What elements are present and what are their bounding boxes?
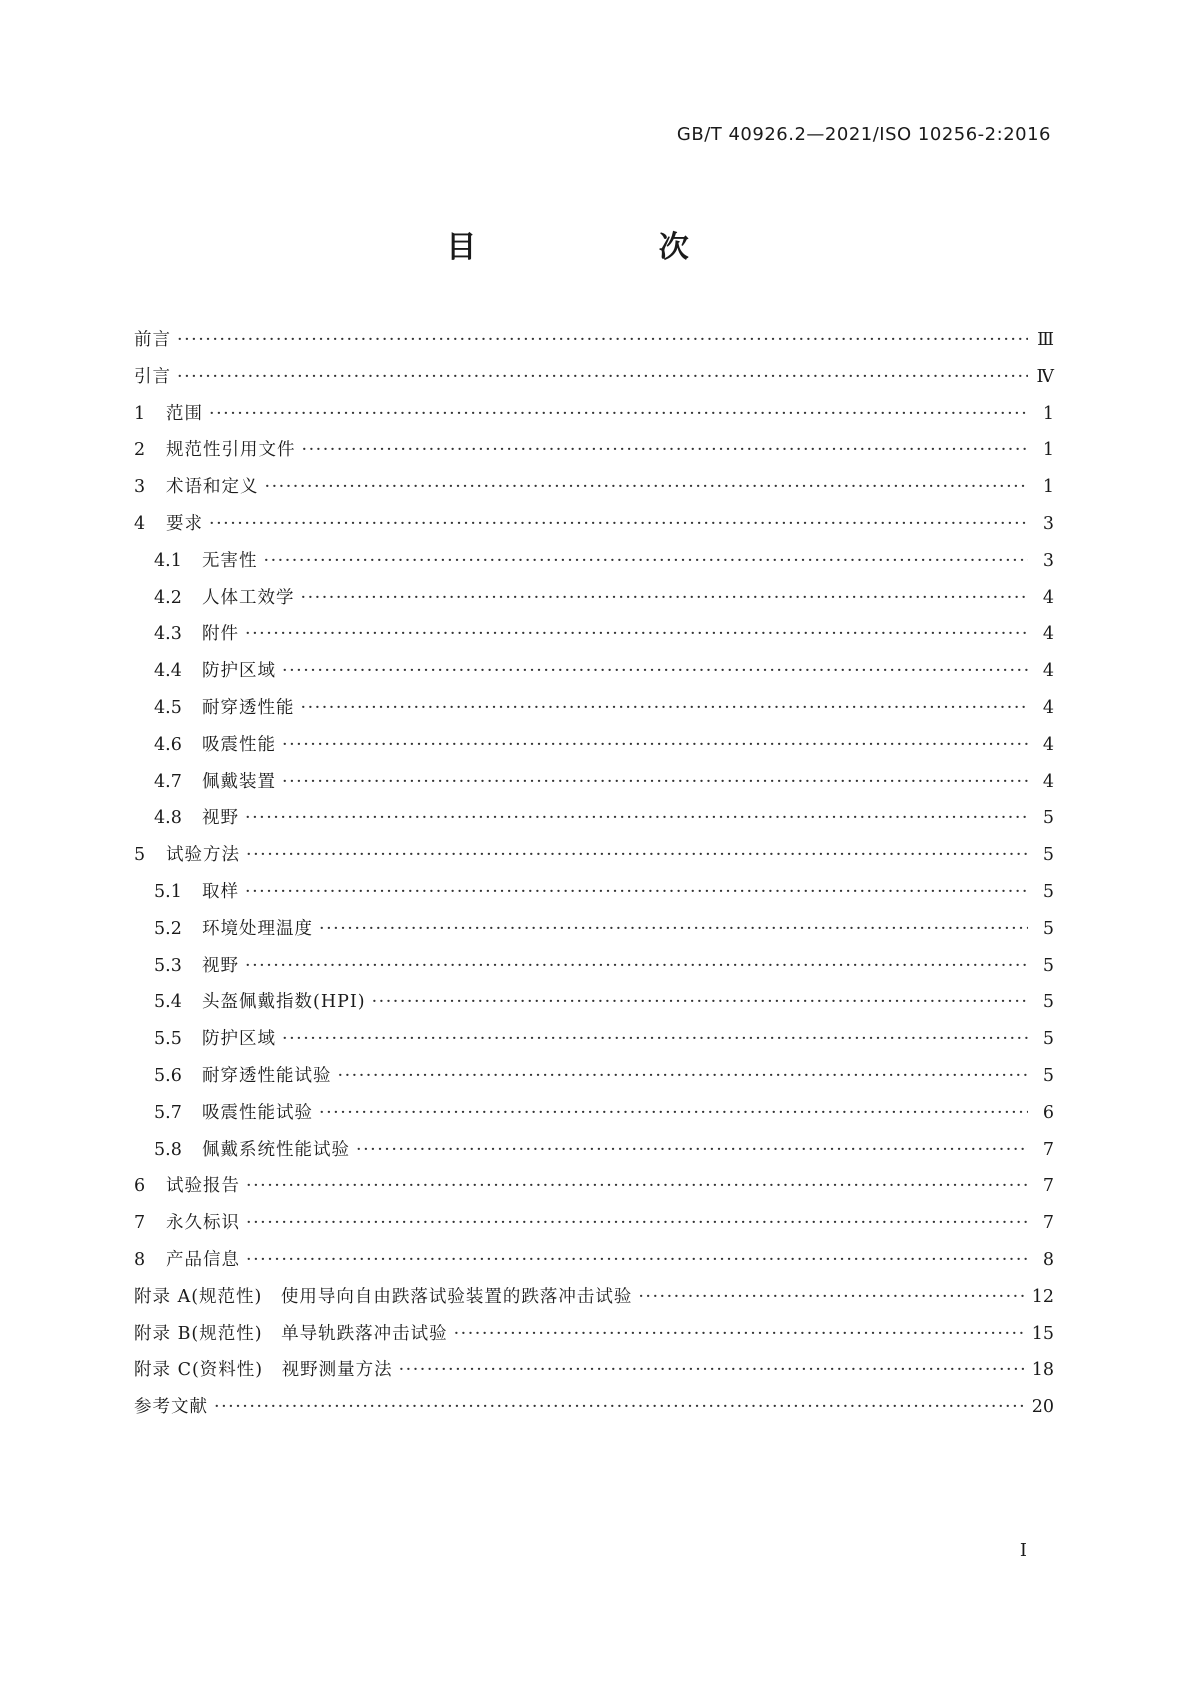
toc-entry-number: 7 <box>134 1213 146 1234</box>
page-title: 目 次 <box>446 230 745 265</box>
toc-dot-leader <box>282 1029 1028 1049</box>
toc-dot-leader <box>399 1360 1026 1380</box>
toc-entry[interactable] <box>134 841 1054 878</box>
toc-entry-label: 头盔佩戴指数(HPI) <box>202 992 366 1013</box>
toc-entry-page: 5 <box>1042 1065 1054 1086</box>
toc-entry-label: 要求 <box>166 513 203 534</box>
toc-entry-label: 佩戴装置 <box>202 771 276 792</box>
toc-entry-label: 视野 <box>202 808 239 829</box>
toc-entry-page: 5 <box>1042 992 1054 1013</box>
toc-entry-number: 5.5 <box>154 1029 182 1050</box>
toc-entry-number: 5.1 <box>154 881 182 902</box>
toc-entry-label: 吸震性能试验 <box>202 1102 313 1123</box>
toc-entry-label: 吸震性能 <box>202 734 276 755</box>
toc-entry[interactable] <box>134 915 1054 952</box>
toc-entry[interactable] <box>134 1172 1054 1209</box>
toc-entry-page: 5 <box>1042 1029 1054 1050</box>
toc-entry-label: 前言 <box>134 330 171 350</box>
toc-entry[interactable] <box>134 1136 1054 1173</box>
toc-entry-number: 4.1 <box>154 550 182 571</box>
toc-dot-leader <box>177 330 1028 350</box>
toc-entry-page: Ⅳ <box>1036 366 1054 387</box>
toc-dot-leader <box>319 1103 1028 1123</box>
toc-entry-page: 1 <box>1042 477 1054 498</box>
toc-entry[interactable] <box>134 473 1054 510</box>
toc-entry-page: 18 <box>1031 1360 1054 1381</box>
toc-entry-page: 6 <box>1042 1102 1054 1123</box>
toc-entry-label: 环境处理温度 <box>202 918 313 939</box>
toc-entry-label: 附录 A(规范性) 使用导向自由跌落试验装置的跌落冲击试验 <box>134 1286 633 1307</box>
toc-entry[interactable] <box>134 1025 1054 1062</box>
toc-entry-number: 1 <box>134 403 146 424</box>
toc-entry-page: 5 <box>1042 955 1054 976</box>
toc-dot-leader <box>319 919 1028 939</box>
toc-dot-leader <box>282 735 1028 755</box>
toc-dot-leader <box>356 1140 1028 1160</box>
toc-entry[interactable] <box>134 878 1054 915</box>
toc-entry-label: 取样 <box>202 881 239 902</box>
toc-entry-number: 5.4 <box>154 992 182 1013</box>
toc-entry[interactable] <box>134 804 1054 841</box>
toc-entry-page: 15 <box>1031 1323 1054 1344</box>
toc-entry-label: 永久标识 <box>166 1213 240 1234</box>
toc-dot-leader <box>209 404 1028 424</box>
toc-dot-leader <box>177 367 1028 387</box>
toc-dot-leader <box>246 1176 1028 1196</box>
toc-entry-page: 5 <box>1042 845 1054 866</box>
toc-entry-label: 引言 <box>134 366 171 387</box>
toc-entry-page: 3 <box>1042 550 1054 571</box>
toc-entry[interactable] <box>134 400 1054 437</box>
toc-dot-leader <box>246 1213 1028 1233</box>
toc-entry-page: Ⅲ <box>1037 330 1054 350</box>
toc-entry-number: 8 <box>134 1249 146 1270</box>
toc-dot-leader <box>372 992 1028 1012</box>
toc-entry-number: 4.3 <box>154 624 182 645</box>
toc-dot-leader <box>265 477 1029 497</box>
toc-entry-label: 视野 <box>202 955 239 976</box>
toc-entry-label: 范围 <box>166 403 203 424</box>
toc-entry-number: 4.5 <box>154 697 182 718</box>
toc-entry-label: 佩戴系统性能试验 <box>202 1139 350 1160</box>
toc-dot-leader <box>264 551 1029 571</box>
toc-entry[interactable] <box>134 952 1054 989</box>
toc-dot-leader <box>302 440 1029 460</box>
toc-entry-page: 7 <box>1042 1176 1054 1197</box>
toc-entry-number: 5 <box>134 845 146 866</box>
toc-entry-page: 4 <box>1042 587 1054 608</box>
toc-entry-page: 5 <box>1042 918 1054 939</box>
toc-entry-page: 4 <box>1042 661 1054 682</box>
toc-entry[interactable] <box>134 731 1054 768</box>
toc-entry-page: 12 <box>1031 1286 1054 1307</box>
toc-entry-label: 附录 C(资料性) 视野测量方法 <box>134 1360 393 1381</box>
toc-entry[interactable] <box>134 326 1054 363</box>
toc-entry-number: 5.7 <box>154 1102 182 1123</box>
toc-entry-page: 4 <box>1042 734 1054 755</box>
toc-dot-leader <box>245 808 1028 828</box>
toc-entry-number: 4.2 <box>154 587 182 608</box>
toc-entry[interactable] <box>134 1356 1054 1393</box>
toc-entry-label: 防护区域 <box>202 1029 276 1050</box>
toc-entry-label: 附录 B(规范性) 单导轨跌落冲击试验 <box>134 1323 448 1344</box>
toc-entry-number: 4.6 <box>154 734 182 755</box>
toc-entry-number: 4.4 <box>154 661 182 682</box>
toc-entry[interactable] <box>134 363 1054 400</box>
toc-entry-number: 3 <box>134 477 146 498</box>
toc-dot-leader <box>245 882 1028 902</box>
toc-entry[interactable] <box>134 1246 1054 1283</box>
toc-entry[interactable] <box>134 988 1054 1025</box>
toc-entry-label: 试验报告 <box>166 1176 240 1197</box>
toc-entry-page: 7 <box>1042 1213 1054 1234</box>
toc-entry-page: 8 <box>1042 1249 1054 1270</box>
toc-dot-leader <box>245 624 1028 644</box>
toc-entry-page: 1 <box>1042 440 1054 461</box>
toc-dot-leader <box>282 661 1028 681</box>
toc-entry-page: 5 <box>1042 881 1054 902</box>
toc-entry-label: 防护区域 <box>202 661 276 682</box>
toc-entry-page: 4 <box>1042 697 1054 718</box>
toc-entry-label: 规范性引用文件 <box>166 440 296 461</box>
toc-dot-leader <box>245 956 1028 976</box>
toc-entry-label: 附件 <box>202 624 239 645</box>
toc-entry-label: 耐穿透性能试验 <box>202 1065 332 1086</box>
toc-entry[interactable] <box>134 657 1054 694</box>
toc-entry[interactable] <box>134 584 1054 621</box>
toc-dot-leader <box>301 698 1029 718</box>
toc-entry-label: 无害性 <box>202 550 258 571</box>
toc-entry[interactable] <box>134 436 1054 473</box>
toc-entry[interactable] <box>134 768 1054 805</box>
toc-entry-number: 4.8 <box>154 808 182 829</box>
toc-entry-number: 5.3 <box>154 955 182 976</box>
table-of-contents <box>134 326 1054 1430</box>
toc-entry-number: 5.6 <box>154 1065 182 1086</box>
toc-dot-leader <box>209 514 1028 534</box>
toc-dot-leader <box>301 588 1029 608</box>
toc-entry[interactable] <box>134 1320 1054 1357</box>
toc-entry-number: 2 <box>134 440 146 461</box>
toc-entry-number: 4.7 <box>154 771 182 792</box>
toc-entry-label: 人体工效学 <box>202 587 295 608</box>
toc-entry-page: 4 <box>1042 624 1054 645</box>
toc-entry[interactable] <box>134 1393 1054 1430</box>
toc-entry[interactable] <box>134 1062 1054 1099</box>
toc-dot-leader <box>638 1287 1025 1307</box>
toc-entry-number: 6 <box>134 1176 146 1197</box>
toc-entry-label: 耐穿透性能 <box>202 697 295 718</box>
toc-entry-page: 1 <box>1042 403 1054 424</box>
toc-dot-leader <box>246 1250 1028 1270</box>
toc-dot-leader <box>214 1397 1026 1417</box>
standard-number-header: GB/T 40926.2—2021/ISO 10256-2:2016 <box>676 124 1051 145</box>
toc-entry[interactable] <box>134 620 1054 657</box>
toc-entry-page: 5 <box>1042 808 1054 829</box>
toc-entry[interactable] <box>134 510 1054 547</box>
toc-entry-page: 3 <box>1042 513 1054 534</box>
toc-entry[interactable] <box>134 547 1054 584</box>
toc-entry-label: 术语和定义 <box>166 477 259 498</box>
toc-entry[interactable] <box>134 694 1054 731</box>
toc-dot-leader <box>282 772 1028 792</box>
toc-dot-leader <box>338 1066 1029 1086</box>
toc-entry[interactable] <box>134 1283 1054 1320</box>
toc-dot-leader <box>454 1324 1026 1344</box>
toc-entry-page: 20 <box>1031 1397 1054 1418</box>
toc-entry[interactable] <box>134 1099 1054 1136</box>
toc-entry-label: 产品信息 <box>166 1249 240 1270</box>
page-number: I <box>1019 1540 1027 1561</box>
toc-entry-number: 4 <box>134 513 146 534</box>
toc-entry-number: 5.2 <box>154 918 182 939</box>
toc-entry-number: 5.8 <box>154 1139 182 1160</box>
toc-entry-label: 参考文献 <box>134 1397 208 1418</box>
toc-dot-leader <box>246 845 1028 865</box>
toc-entry-page: 4 <box>1042 771 1054 792</box>
toc-entry-page: 7 <box>1042 1139 1054 1160</box>
toc-entry[interactable] <box>134 1209 1054 1246</box>
toc-entry-label: 试验方法 <box>166 845 240 866</box>
